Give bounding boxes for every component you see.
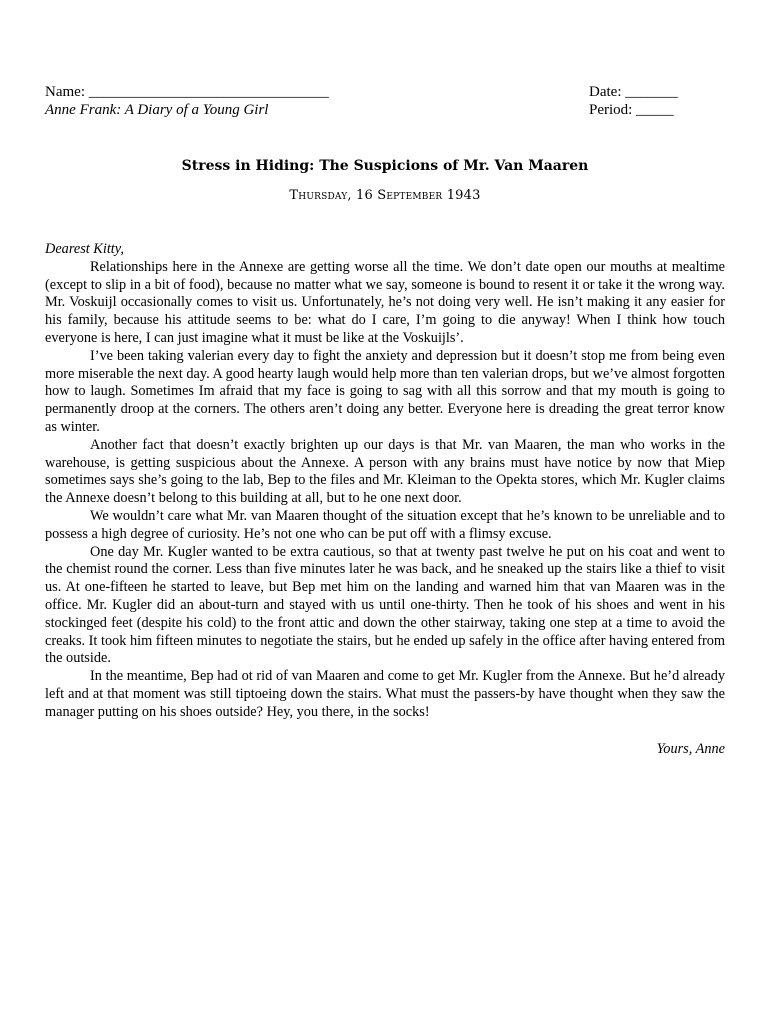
name-field-label: Name: ________________________________ [45,84,329,100]
paragraph-5: One day Mr. Kugler wanted to be extra cautious, so that at twenty past twelve he put on his coat and went to the chemist round the corner. Less than five minutes later he was back, and he sneaked up the stairs like a thief to visit us. At one-fifteen he started to leave, but Bep met him on the landing and warned him that van Maaren was in the office. Mr. Kugler did an about-turn and stayed with us until one-thirty. Then he took of his shoes and went in his stockinged feet (despite his cold) to the front attic and down the other stairway, taking one step at a time to avoid the creaks. It took him fifteen minutes to negotiate the stairs, but he ended up safely in the office after having entered from the outside. [45,543,725,667]
diary-letter [45,241,725,722]
paragraph-2: I’ve been taking valerian every day to fight the anxiety and depression but it doesn’t stop me from being even more miserable the next day. A good hearty laugh would help more than ten valerian drops, but we’ve almost forgotten how to laugh. Sometimes Im afraid that my face is going to sag with all this sorrow and that my mouth is going to permanently droop at the corners. The others aren’t doing any better. Everyone here is dreading the great terror know as winter. [45,347,725,435]
header-right [589,83,678,119]
salutation: Dearest Kitty, [45,241,124,257]
paragraph-1: Relationships here in the Annexe are getting worse all the time. We don’t date open our mouths at mealtime (except to slip in a bit of food), because no matter what we say, someone is bound to resent it or take it the wrong way. Mr. Voskuijl occasionally comes to visit us. Unfortunately, he’s not doing very well. He isn’t making it any easier for his family, because his attitude seems to be: what do I care, I’m going to die anyway! When I think how touch everyone is here, I can just imagine what it must be like at the Voskuijls’. [45,258,725,346]
diary-dateline: Thursday, 16 September 1943 [289,188,481,203]
header-left [45,83,329,119]
period-field-label: Period: _____ [589,102,674,118]
letter-closing: Yours, Anne [656,741,725,757]
date-field-label: Date: _______ [589,84,678,100]
book-title: Anne Frank: A Diary of a Young Girl [45,102,269,118]
document-title: Stress in Hiding: The Suspicions of Mr. Van Maaren [181,158,589,174]
paragraph-3: Another fact that doesn’t exactly brighten up our days is that Mr. van Maaren, the man who works in the warehouse, is getting suspicious about the Annexe. A person with any brains must have notice by now that Miep sometimes says she’s going to the lab, Bep to the files and Mr. Kleiman to the Opekta stores, which Mr. Kugler claims the Annexe doesn’t belong to this building at all, but to he one next door. [45,436,725,507]
paragraph-6: In the meantime, Bep had ot rid of van Maaren and come to get Mr. Kugler from the Annexe. But he’d already left and at that moment was still tiptoeing down the stairs. What must the passers-by have thought when they saw the manager putting on his shoes outside? Hey, you there, in the socks! [45,668,725,720]
paragraph-4: We wouldn’t care what Mr. van Maaren thought of the situation except that he’s known to be unreliable and to possess a high degree of curiosity. He’s not one who can be put off with a flimsy excuse. [45,507,725,542]
worksheet-page [45,83,725,757]
worksheet-header [45,83,725,121]
